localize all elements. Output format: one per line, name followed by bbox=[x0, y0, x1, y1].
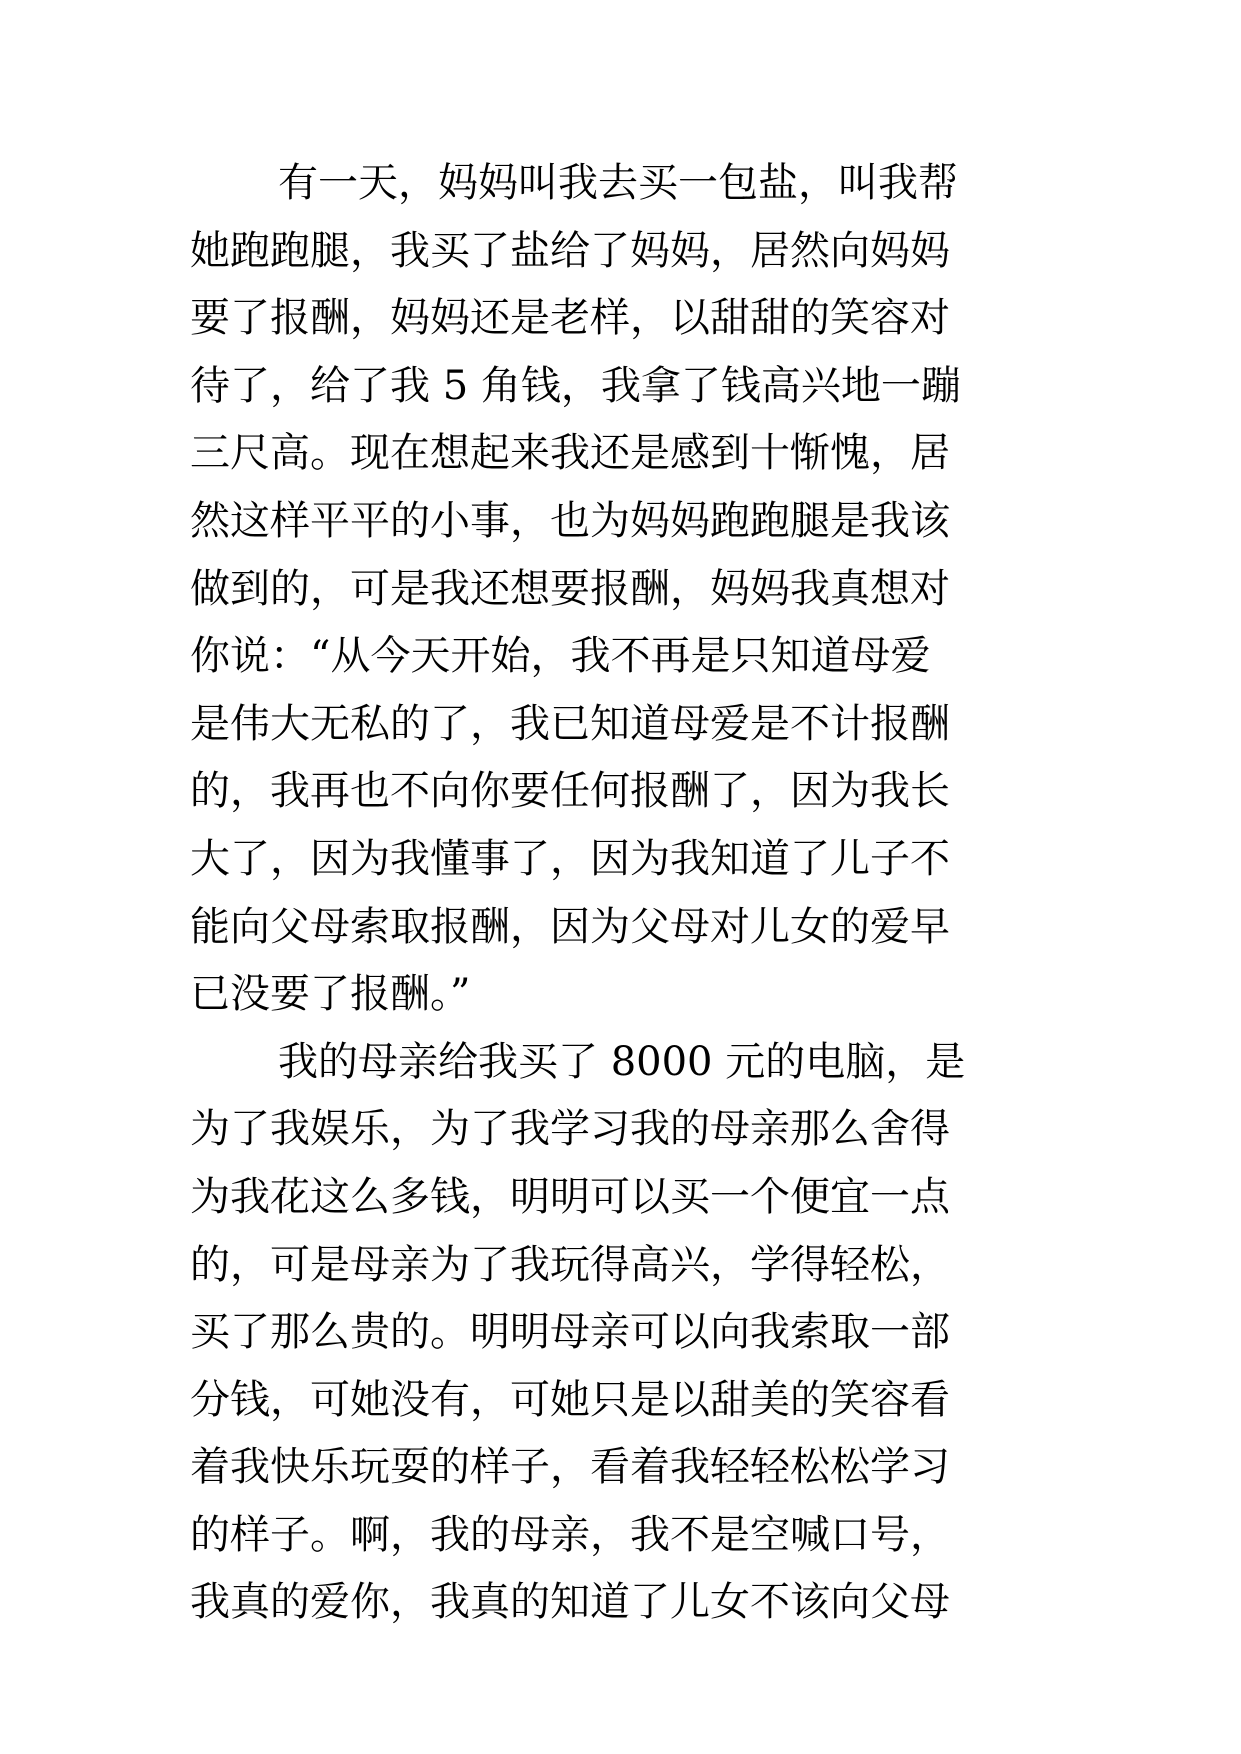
text-line: 的，可是母亲为了我玩得高兴，学得轻松， bbox=[190, 1241, 950, 1288]
text-line: 做到的，可是我还想要报酬，妈妈我真想对 bbox=[190, 565, 950, 612]
text-line: 的，我再也不向你要任何报酬了，因为我长 bbox=[190, 768, 950, 815]
text-line: 要了报酬，妈妈还是老样，以甜甜的笑容对 bbox=[190, 295, 950, 342]
text-line: 然这样平平的小事，也为妈妈跑跑腿是我该 bbox=[190, 497, 950, 544]
text-line: 你说：“从今天开始，我不再是只知道母爱 bbox=[190, 633, 931, 680]
text-line: 已没要了报酬。” bbox=[190, 971, 471, 1018]
body-text bbox=[190, 150, 1070, 1637]
text-line: 我真的爱你，我真的知道了儿女不该向父母 bbox=[190, 1579, 950, 1626]
text-line: 有一天，妈妈叫我去买一包盐，叫我帮 bbox=[278, 160, 958, 206]
text-line: 我的母亲给我买了 8000 元的电脑，是 bbox=[278, 1038, 966, 1085]
text-line: 为我花这么多钱，明明可以买一个便宜一点 bbox=[190, 1173, 950, 1220]
text-line: 着我快乐玩耍的样子，看着我轻轻松松学习 bbox=[190, 1444, 950, 1491]
text-line: 大了，因为我懂事了，因为我知道了儿子不 bbox=[190, 835, 950, 882]
text-line: 的样子。啊，我的母亲，我不是空喊口号， bbox=[190, 1511, 950, 1558]
text-line: 买了那么贵的。明明母亲可以向我索取一部 bbox=[190, 1309, 950, 1356]
text-line: 能向父母索取报酬，因为父母对儿女的爱早 bbox=[190, 903, 950, 950]
text-line: 为了我娱乐，为了我学习我的母亲那么舍得 bbox=[190, 1106, 950, 1153]
text-line: 待了，给了我 5 角钱，我拿了钱高兴地一蹦 bbox=[190, 362, 961, 409]
text-line: 分钱，可她没有，可她只是以甜美的笑容看 bbox=[190, 1376, 950, 1423]
text-line: 是伟大无私的了，我已知道母爱是不计报酬 bbox=[190, 700, 950, 747]
text-line: 她跑跑腿，我买了盐给了妈妈，居然向妈妈 bbox=[190, 227, 950, 274]
text-line: 三尺高。现在想起来我还是感到十惭愧，居 bbox=[190, 430, 950, 477]
